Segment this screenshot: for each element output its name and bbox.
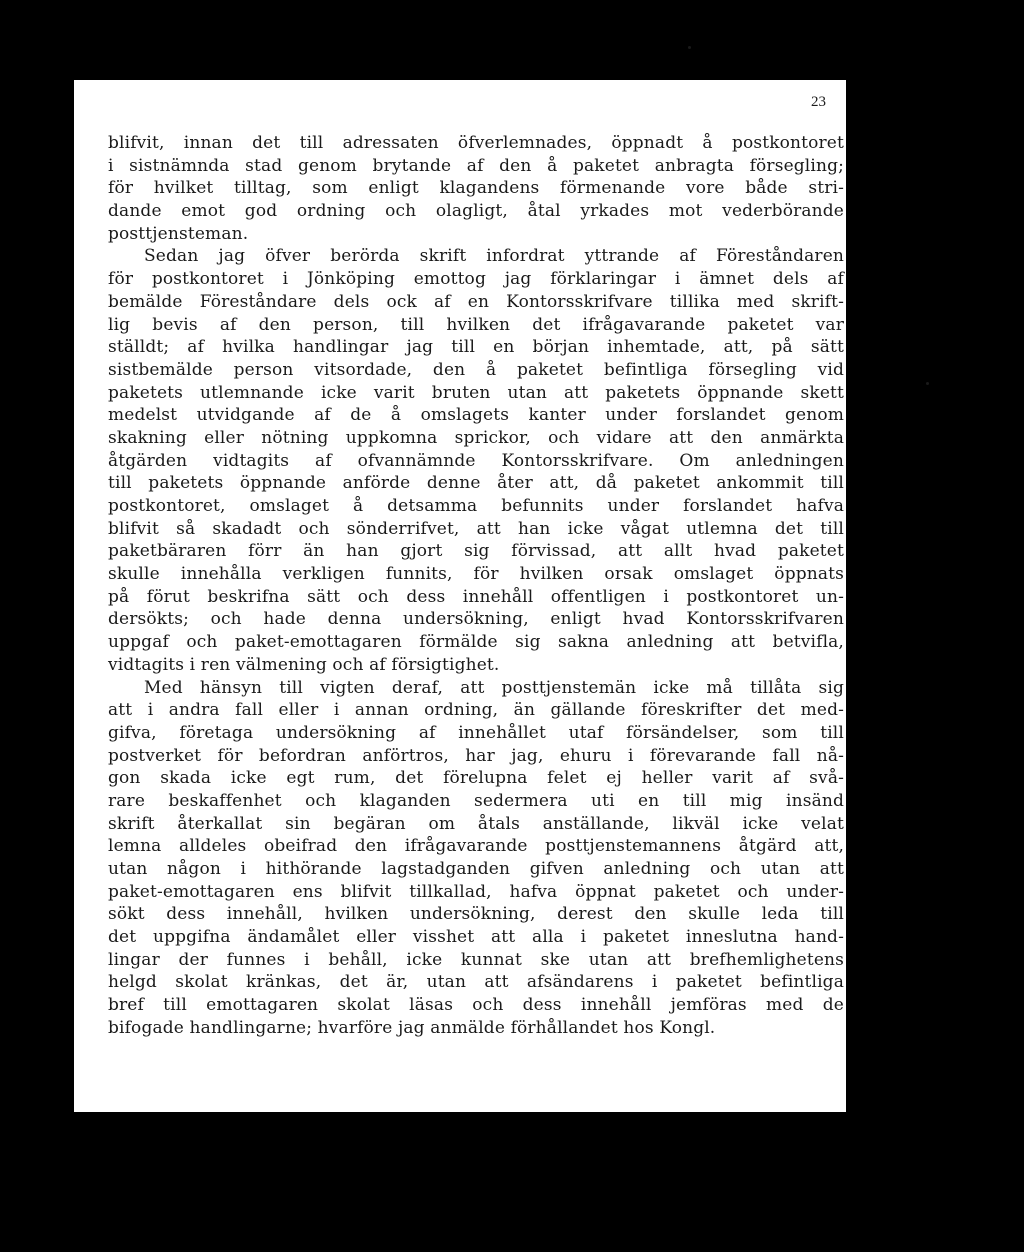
text-line: ställdt; af hvilka handlingar jag till en början inhemtade, att, på sätt: [108, 337, 844, 358]
ink-speck: [688, 46, 691, 49]
text-line: skakning eller nötning uppkomna sprickor, och vidare att den anmärkta: [108, 427, 844, 448]
paragraph: [108, 677, 844, 1040]
page-number: 23: [811, 94, 826, 110]
text-line: medelst utvidgande af de å omslagets kanter under forslandet genom: [108, 405, 844, 426]
text-line: utan någon i hithörande lagstadganden gifven anledning och utan att: [108, 859, 844, 879]
text-line: blifvit, innan det till adressaten öfverlemnades, öppnadt å postkontoret: [108, 133, 844, 153]
text-line: postkontoret, omslaget å detsamma befunnits under forslandet hafva: [108, 496, 844, 516]
text-line: blifvit så skadadt och sönderrifvet, att han icke vågat utlemna det till: [108, 518, 844, 539]
text-line: paket-emottagaren ens blifvit tillkallad, hafva öppnat paketet och under-: [108, 881, 844, 902]
text-line: dersökts; och hade denna undersökning, enligt hvad Kontorsskrifvaren: [108, 609, 844, 630]
paragraph: [108, 132, 844, 245]
text-line: Sedan jag öfver berörda skrift infordrat yttrande af Föreståndaren: [144, 246, 844, 267]
document-page: [74, 80, 846, 1112]
text-line: lingar der funnes i behåll, icke kunnat ske utan att brefhemlighetens: [108, 949, 844, 970]
body-text: [108, 132, 844, 1040]
text-line: lig bevis af den person, till hvilken det ifrågavarande paketet var: [108, 314, 844, 335]
text-line: lemna alldeles obeifrad den ifrågavarande posttjenstemannens åtgärd att,: [108, 836, 844, 857]
text-line: bemälde Föreståndare dels ock af en Kontorsskrifvare tillika med skrift-: [108, 291, 844, 312]
text-line: skulle innehålla verkligen funnits, för hvilken orsak omslaget öppnats: [108, 564, 844, 585]
paragraph: [108, 245, 844, 676]
text-line: bifogade handlingarne; hvarföre jag anmälde förhållandet hos Kongl.: [108, 1017, 716, 1038]
text-line: rare beskaffenhet och klaganden sedermera uti en till mig insänd: [108, 790, 844, 811]
text-line: uppgaf och paket-emottagaren förmälde sig sakna anledning att betvifla,: [108, 632, 844, 653]
text-line: att i andra fall eller i annan ordning, än gällande föreskrifter det med-: [108, 700, 844, 721]
text-line: postverket för befordran anförtros, har jag, ehuru i förevarande fall nå-: [108, 745, 844, 766]
text-line: dande emot god ordning och olagligt, åtal yrkades mot vederbörande: [108, 201, 844, 222]
text-line: posttjensteman.: [108, 223, 249, 244]
text-line: till paketets öppnande anförde denne åter att, då paketet ankommit till: [108, 473, 844, 494]
text-line: för postkontoret i Jönköping emottog jag förklaringar i ämnet dels af: [108, 269, 844, 290]
text-line: gifva, företaga undersökning af innehållet utaf försändelser, som till: [108, 722, 844, 743]
text-line: bref till emottagaren skolat läsas och dess innehåll jemföras med de: [108, 995, 844, 1016]
text-line: paketets utlemnande icke varit bruten utan att paketets öppnande skett: [108, 382, 844, 403]
text-line: Med hänsyn till vigten deraf, att posttjenstemän icke må tillåta sig: [144, 677, 844, 698]
text-line: sökt dess innehåll, hvilken undersökning, derest den skulle leda till: [108, 904, 844, 925]
text-line: helgd skolat kränkas, det är, utan att afsändarens i paketet befintliga: [108, 972, 844, 993]
text-line: åtgärden vidtagits af ofvannämnde Kontorsskrifvare. Om anledningen: [108, 450, 844, 471]
text-line: på förut beskrifna sätt och dess innehåll offentligen i postkontoret un-: [108, 586, 844, 607]
text-line: vidtagits i ren välmening och af försigtighet.: [108, 654, 500, 675]
text-line: i sistnämnda stad genom brytande af den å paketet anbragta försegling;: [108, 155, 844, 176]
text-line: skrift återkallat sin begäran om åtals anställande, likväl icke velat: [108, 813, 844, 834]
ink-speck: [926, 382, 929, 385]
text-line: sistbemälde person vitsordade, den å paketet befintliga försegling vid: [108, 359, 844, 380]
text-line: gon skada icke egt rum, det förelupna felet ej heller varit af svå-: [108, 768, 844, 789]
text-line: för hvilket tilltag, som enligt klagandens förmenande vore både stri-: [108, 178, 844, 199]
text-line: det uppgifna ändamålet eller visshet att alla i paketet inneslutna hand-: [108, 927, 844, 948]
text-line: paketbäraren förr än han gjort sig förvissad, att allt hvad paketet: [108, 541, 844, 562]
